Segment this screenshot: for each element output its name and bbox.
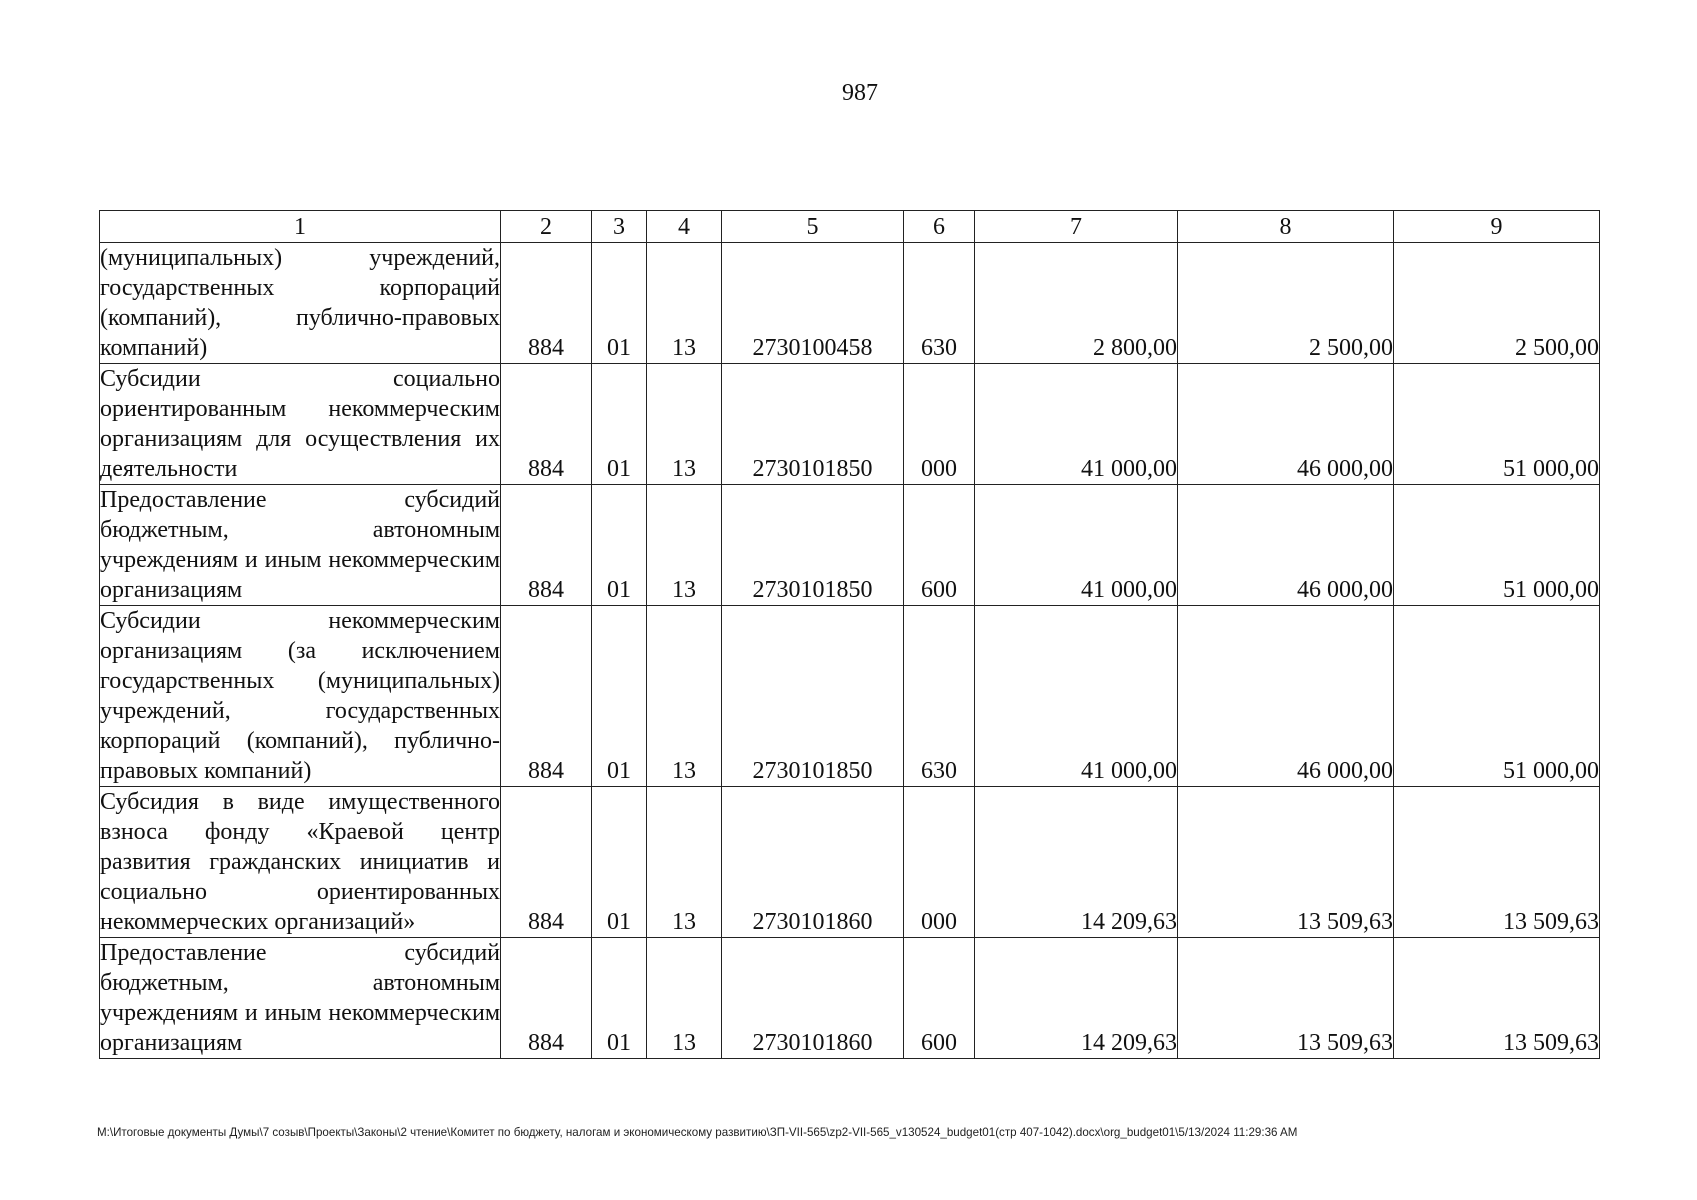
cell-col2: 884: [501, 485, 592, 606]
cell-col3: 01: [592, 606, 647, 787]
cell-col2: 884: [501, 938, 592, 1059]
cell-col4: 13: [647, 243, 722, 364]
cell-col5: 2730101850: [722, 485, 904, 606]
row-description: (муниципальных) учреждений, государственных корпораций (компаний), публично-правовых компаний): [100, 243, 501, 364]
cell-col3: 01: [592, 938, 647, 1059]
cell-col6: 000: [904, 787, 975, 938]
cell-col4: 13: [647, 485, 722, 606]
cell-col8: 13 509,63: [1178, 787, 1394, 938]
cell-col7: 14 209,63: [975, 787, 1178, 938]
header-cell: 3: [592, 211, 647, 243]
cell-col3: 01: [592, 364, 647, 485]
header-cell: 5: [722, 211, 904, 243]
row-description: Субсидии некоммерческим организациям (за исключением государственных (муниципальных) учреждений, государственных корпораций (компаний), публично-правовых компаний): [100, 606, 501, 787]
cell-col6: 630: [904, 606, 975, 787]
row-description: Субсидии социально ориентированным некоммерческим организациям для осуществления их деятельности: [100, 364, 501, 485]
cell-col2: 884: [501, 606, 592, 787]
cell-col9: 51 000,00: [1394, 606, 1600, 787]
row-description: Предоставление субсидий бюджетным, автономным учреждениям и иным некоммерческим организациям: [100, 938, 501, 1059]
cell-col8: 2 500,00: [1178, 243, 1394, 364]
cell-col7: 41 000,00: [975, 364, 1178, 485]
page-number: 987: [842, 80, 878, 106]
cell-col6: 600: [904, 938, 975, 1059]
cell-col8: 13 509,63: [1178, 938, 1394, 1059]
cell-col2: 884: [501, 364, 592, 485]
cell-col4: 13: [647, 938, 722, 1059]
cell-col3: 01: [592, 243, 647, 364]
header-cell: 9: [1394, 211, 1600, 243]
table-row: [100, 243, 1600, 364]
cell-col5: 2730101860: [722, 787, 904, 938]
cell-col6: 000: [904, 364, 975, 485]
cell-col7: 41 000,00: [975, 485, 1178, 606]
cell-col5: 2730101850: [722, 606, 904, 787]
cell-col8: 46 000,00: [1178, 606, 1394, 787]
cell-col9: 13 509,63: [1394, 787, 1600, 938]
cell-col6: 630: [904, 243, 975, 364]
cell-col9: 13 509,63: [1394, 938, 1600, 1059]
cell-col2: 884: [501, 787, 592, 938]
row-description: Предоставление субсидий бюджетным, автономным учреждениям и иным некоммерческим организациям: [100, 485, 501, 606]
header-cell: 6: [904, 211, 975, 243]
cell-col9: 51 000,00: [1394, 485, 1600, 606]
cell-col8: 46 000,00: [1178, 485, 1394, 606]
table-row: [100, 606, 1600, 787]
table-row: [100, 938, 1600, 1059]
header-cell: 8: [1178, 211, 1394, 243]
header-cell: 1: [100, 211, 501, 243]
table-row: [100, 364, 1600, 485]
cell-col9: 2 500,00: [1394, 243, 1600, 364]
cell-col3: 01: [592, 485, 647, 606]
cell-col4: 13: [647, 787, 722, 938]
cell-col5: 2730100458: [722, 243, 904, 364]
cell-col3: 01: [592, 787, 647, 938]
document-footer-path: M:\Итоговые документы Думы\7 созыв\Проекты\Законы\2 чтение\Комитет по бюджету, налогам и экономическому развитию\ЗП-VII-565\zp2-VII-565_v130524_budget01(стр 407-1042).docx\org_budget01\5/13/2024 11:29:36 AM: [97, 1126, 1298, 1139]
cell-col4: 13: [647, 606, 722, 787]
header-cell: 4: [647, 211, 722, 243]
cell-col5: 2730101850: [722, 364, 904, 485]
cell-col7: 14 209,63: [975, 938, 1178, 1059]
table-row: [100, 787, 1600, 938]
header-row: [100, 211, 1600, 243]
cell-col8: 46 000,00: [1178, 364, 1394, 485]
cell-col5: 2730101860: [722, 938, 904, 1059]
header-cell: 7: [975, 211, 1178, 243]
row-description: Субсидия в виде имущественного взноса фонду «Краевой центр развития гражданских инициатив и социально ориентированных некоммерческих организаций»: [100, 787, 501, 938]
cell-col2: 884: [501, 243, 592, 364]
header-cell: 2: [501, 211, 592, 243]
budget-table: [99, 210, 1600, 1059]
cell-col7: 41 000,00: [975, 606, 1178, 787]
table-row: [100, 485, 1600, 606]
cell-col4: 13: [647, 364, 722, 485]
cell-col9: 51 000,00: [1394, 364, 1600, 485]
cell-col6: 600: [904, 485, 975, 606]
cell-col7: 2 800,00: [975, 243, 1178, 364]
